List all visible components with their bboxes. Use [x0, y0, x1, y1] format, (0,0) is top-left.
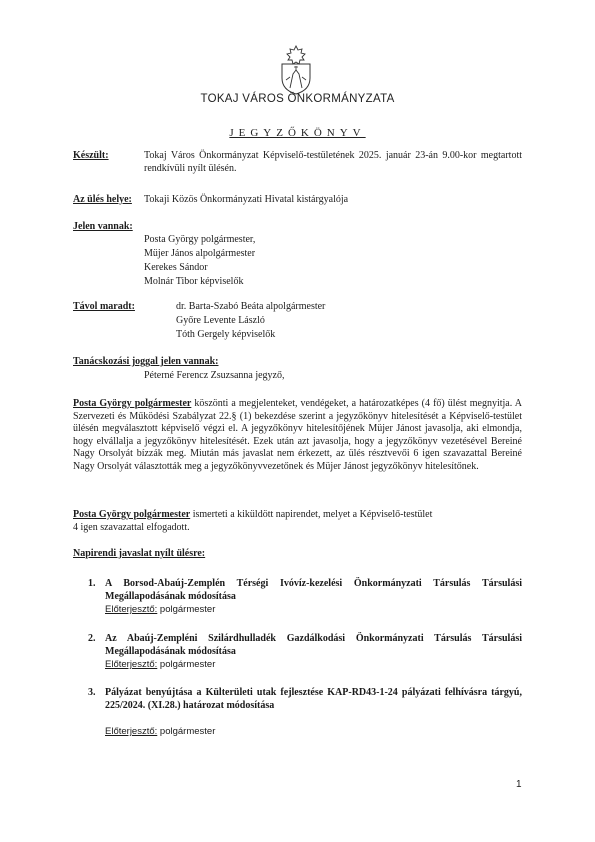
- acceptance-text: ismerteti a kiküldött napirendet, melyet a Képviselő-testület 4 igen szavazattal elfogadott.: [73, 509, 433, 533]
- absent-label: Távol maradt:: [73, 301, 135, 312]
- agenda-item-presenter: [105, 726, 215, 737]
- agenda-item-title: Az Abaúj-Zempléni Szilárdhulladék Gazdálkodási Önkormányzati Társulás Társulási Megállapodásának módosítása: [105, 633, 522, 657]
- advisory-label: Tanácskozási joggal jelen vannak:: [73, 356, 219, 367]
- opening-text: köszönti a megjelenteket, vendégeket, a határozatképes (4 fő) ülést megnyitja. A Szervezeti és Működési Szabályzat 22.§ (1) bekezdése szerint a jegyzőkönyv hitelesítését a Képviselő-testület ülésén megválasztott képviselő végzi el. A jegyzőkönyv hitelesítőjének Müjer Jánost javasolja, aki elmondja, hogy elvállalja a jegyzőkönyv hitelesítését. Ezek után azt javasolja, hogy a jegyzőkönyv vezetésével Bereiné Nagy Orsolyát bízzák meg. Miután más javaslat nem érkezett, az ülés résztvevői 6 igen szavazattal Bereiné Nagy Orsolyát választották meg a jegyzőkönyvvezetőnek és Müjer Jánost jegyzőkönyv hitelesítőnek.: [73, 398, 522, 472]
- agenda-item-presenter: [105, 604, 215, 615]
- presenter-value: polgármester: [159, 726, 216, 737]
- present-member: Posta György polgármester,: [144, 234, 256, 245]
- present-member: Molnár Tibor képviselők: [144, 276, 244, 287]
- present-member: Müjer János alpolgármester: [144, 248, 256, 259]
- agenda-item-number: 2.: [88, 633, 96, 644]
- agenda-item-number: 1.: [88, 578, 96, 589]
- absent-member: Tóth Gergely képviselők: [176, 329, 276, 340]
- agenda-heading: Napirendi javaslat nyílt ülésre:: [73, 548, 206, 559]
- presenter-label: Előterjesztő:: [105, 726, 158, 737]
- agenda-acceptance-paragraph: [73, 509, 433, 534]
- keszult-text: Tokaj Város Önkormányzat Képviselő-testületének 2025. január 23-án 9.00-kor megtartott rendkívüli nyílt ülésén.: [144, 150, 522, 174]
- agenda-item-title: Pályázat benyújtása a Külterületi utak fejlesztése KAP-RD43-1-24 pályázati felhívásra tárgyú, 225/2024. (XI.28.) határozat módosítása: [105, 687, 522, 711]
- agenda-item-presenter: [105, 659, 215, 670]
- presenter-label: Előterjesztő:: [105, 604, 158, 615]
- location-text: Tokaji Közös Önkormányzati Hivatal kistárgyalója: [144, 194, 349, 205]
- absent-member: Győre Levente László: [176, 315, 265, 326]
- speaker-name: Posta György polgármester: [73, 398, 192, 409]
- keszult-label: Készült:: [73, 150, 109, 161]
- speaker-name: Posta György polgármester: [73, 509, 191, 520]
- coat-of-arms-icon: [276, 44, 316, 96]
- presenter-label: Előterjesztő:: [105, 659, 158, 670]
- document-title: JEGYZŐKÖNYV: [229, 127, 366, 139]
- opening-paragraph: [73, 398, 522, 473]
- agenda-item-title: A Borsod-Abaúj-Zemplén Térségi Ivóvíz-kezelési Önkormányzati Társulás Társulási Megállapodásának módosítása: [105, 578, 522, 602]
- presenter-value: polgármester: [159, 659, 216, 670]
- agenda-item-number: 3.: [88, 687, 96, 698]
- present-member: Kerekes Sándor: [144, 262, 208, 273]
- absent-member: dr. Barta-Szabó Beáta alpolgármester: [176, 301, 326, 312]
- advisory-member: Péterné Ferencz Zsuzsanna jegyző,: [144, 370, 285, 381]
- page-number: 1: [516, 779, 522, 790]
- presenter-value: polgármester: [159, 604, 216, 615]
- organization-name: TOKAJ VÁROS ÖNKORMÁNYZATA: [200, 93, 395, 105]
- location-label: Az ülés helye:: [73, 194, 132, 205]
- present-label: Jelen vannak:: [73, 221, 133, 232]
